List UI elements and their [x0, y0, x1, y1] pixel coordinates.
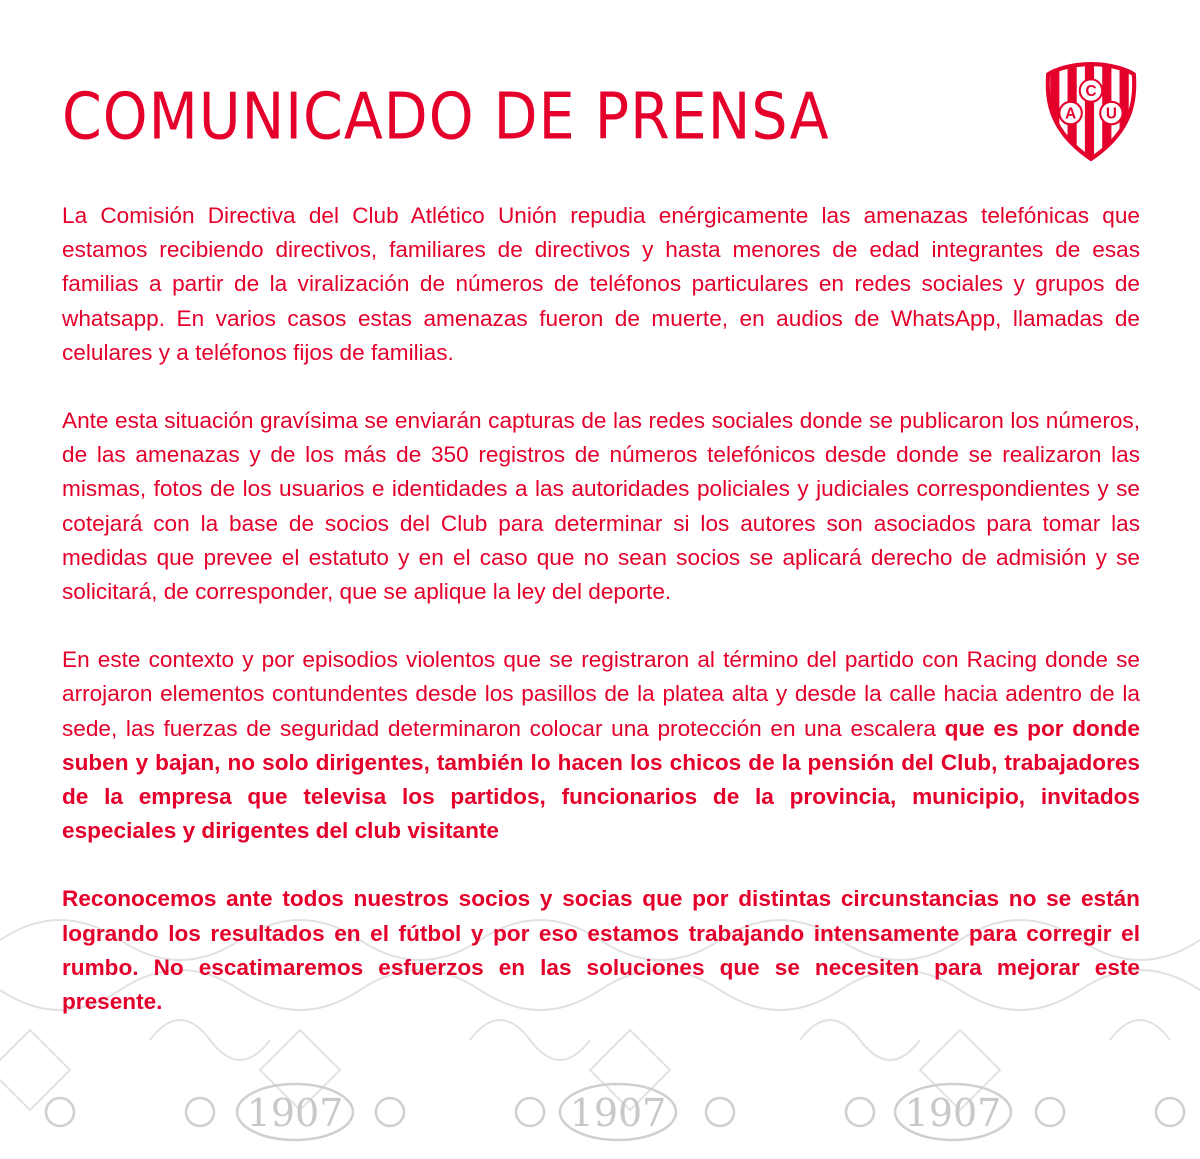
paragraph-3-text: En este contexto y por episodios violentos que se registraron al término del partido con Racing donde se arrojaron elementos contundentes desde los pasillos de la platea alta y desde la calle hacia adentro de la sede, las fuerzas de seguridad determinaron colocar una protección en una escalera — [62, 647, 1140, 741]
paragraph-3-bold-text: que es por donde suben y bajan, no solo dirigentes, también lo hacen los chicos de la pensión del Club, trabajadores de la empresa que televisa los partidos, funcionarios de la provincia, municipio, invitados especiales y dirigentes del club visitante — [62, 715, 1141, 844]
paragraph-4: Reconocemos ante todos nuestros socios y socias que por distintas circunstancias no se están logrando los resultados en el fútbol y por eso estamos trabajando intensamente para corregir el rumbo. No escatimaremos esfuerzos en las soluciones que se necesiten para mejorar este presente. — [62, 886, 1140, 1015]
paragraph-3 — [62, 643, 1140, 848]
paragraph-2: Ante esta situación gravísima se enviarán capturas de las redes sociales donde se publicaron los números, de las amenazas y de los más de 350 registros de números telefónicos desde donde se realizaron las mismas, fotos de los usuarios e identidades a las autoridades policiales y judiciales correspondientes y se cotejará con la base de socios del Club para determinar si los autores son asociados para tomar las medidas que prevee el estatuto y en el caso que no sean socios se aplicará derecho de admisión y se solicitará, de corresponder, que se aplique la ley del deporte. — [62, 408, 1140, 605]
pattern-year-1: 1907 — [246, 1091, 344, 1135]
press-release-body — [62, 199, 1140, 1019]
page-title: COMUNICADO DE PRENSA — [62, 80, 830, 155]
logo-letter-u: U — [1105, 105, 1117, 123]
pattern-year-3: 1907 — [904, 1091, 1002, 1135]
logo-letter-a: A — [1065, 105, 1077, 123]
logo-letter-c: C — [1085, 83, 1097, 101]
club-shield-logo — [1040, 60, 1142, 162]
paragraph-1: La Comisión Directiva del Club Atlético Unión repudia enérgicamente las amenazas telefónicas que estamos recibiendo directivos, familiares de directivos y hasta menores de edad integrantes de esas familias a partir de la viralización de números de teléfonos particulares en redes sociales y grupos de whatsapp. En varios casos estas amenazas fueron de muerte, en audios de WhatsApp, llamadas de celulares y a teléfonos fijos de familias. — [62, 203, 1140, 365]
pattern-year-2: 1907 — [569, 1091, 667, 1135]
